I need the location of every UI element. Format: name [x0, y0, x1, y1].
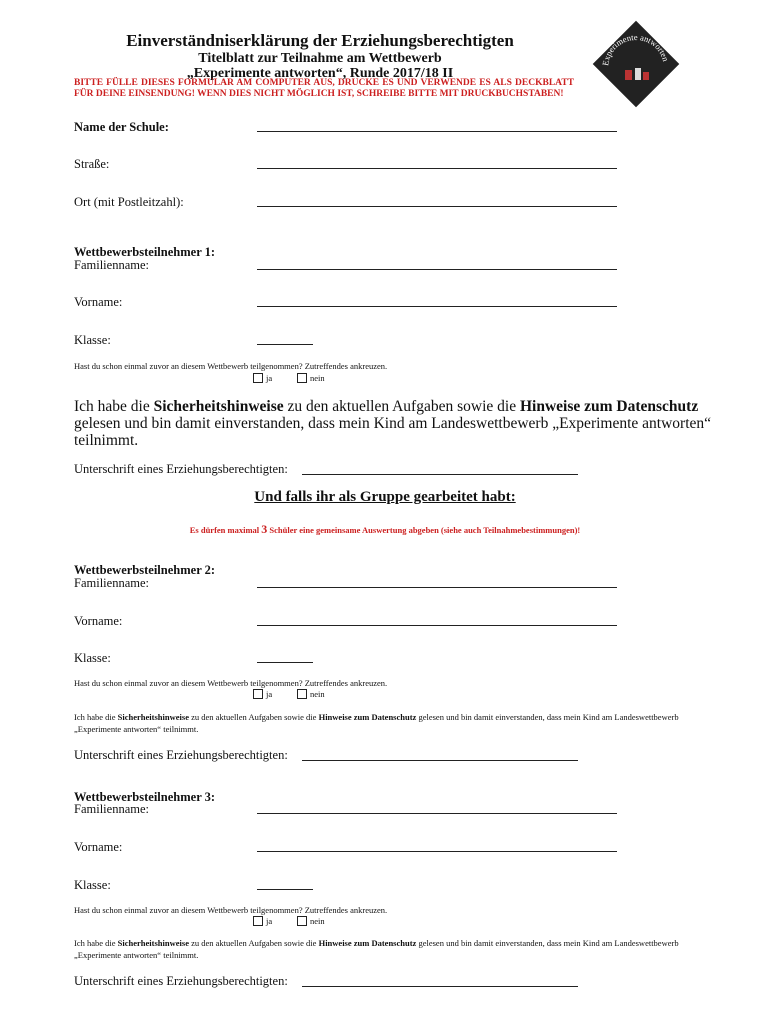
participant-2-surname-field[interactable]: [257, 587, 617, 588]
participant-2-class-label: Klasse:: [74, 651, 111, 665]
consent-text-1-line3: teilnimmt.: [74, 432, 139, 449]
participant-3-class-label: Klasse:: [74, 878, 111, 892]
participant-1-no-label: nein: [310, 373, 325, 383]
consent-text-2: Ich habe die Sicherheitshinweise zu den aktuellen Aufgaben sowie die Hinweise zum Datenschutz gelesen und bin damit einverstanden, dass mein Kind am Landeswettbewerb „Experimente antworten“ teilnimmt.: [74, 712, 679, 734]
participant-2-no-checkbox[interactable]: [297, 689, 307, 699]
participant-1-firstname-label: Vorname:: [74, 295, 123, 309]
consent-text-3: Ich habe die Sicherheitshinweise zu den aktuellen Aufgaben sowie die Hinweise zum Datenschutz gelesen und bin damit einverstanden, dass mein Kind am Landeswettbewerb „Experimente antworten“ teilnimmt.: [74, 938, 679, 960]
participant-1-firstname-field[interactable]: [257, 306, 617, 307]
participant-3-firstname-label: Vorname:: [74, 840, 123, 854]
logo-text: Experimente antworten: [600, 31, 672, 67]
participant-2-class-field[interactable]: [257, 662, 313, 663]
participant-3-heading: Wettbewerbsteilnehmer 3:: [74, 790, 216, 804]
street-field[interactable]: [257, 168, 617, 169]
consent-text-1-line2: gelesen und bin damit einverstanden, dass mein Kind am Landeswettbewerb „Experimente antworten“: [74, 415, 712, 432]
group-heading: Und falls ihr als Gruppe gearbeitet habt:: [254, 489, 516, 505]
participant-1-surname-label: Familienname:: [74, 258, 149, 272]
page-subtitle: Titelblatt zur Teilnahme am Wettbewerb: [198, 51, 442, 66]
street-label: Straße:: [74, 157, 110, 171]
participant-2-question: Hast du schon einmal zuvor an diesem Wettbewerb teilgenommen? Zutreffendes ankreuzen.: [74, 678, 388, 688]
instruction-text: BITTE FÜLLE DIESES FORMULAR AM COMPUTER AUS, DRUCKE ES UND VERWENDE ES ALS DECKBLATT FÜR DEINE EINSENDUNG! WENN DIES NICHT MÖGLICH IST, SCHREIBE BITTE MIT DRUCKBUCHSTABEN!: [74, 78, 574, 99]
participant-2-yes-checkbox[interactable]: [253, 689, 263, 699]
signature-label-2: Unterschrift eines Erziehungsberechtigten:: [74, 748, 288, 762]
city-field[interactable]: [257, 206, 617, 207]
participant-3-yes-label: ja: [266, 916, 273, 926]
participant-2-no-label: nein: [310, 689, 325, 699]
participant-2-yes-label: ja: [266, 689, 273, 699]
city-label: Ort (mit Postleitzahl):: [74, 195, 184, 209]
participant-1-no-checkbox[interactable]: [297, 373, 307, 383]
participant-2-surname-label: Familienname:: [74, 576, 149, 590]
participant-3-question: Hast du schon einmal zuvor an diesem Wettbewerb teilgenommen? Zutreffendes ankreuzen.: [74, 905, 388, 915]
participant-2-firstname-field[interactable]: [257, 625, 617, 626]
competition-logo: [590, 18, 682, 110]
competition-round: „Experimente antworten“, Runde 2017/18 II: [186, 66, 454, 81]
signature-field-3[interactable]: [302, 986, 578, 987]
participant-2-heading: Wettbewerbsteilnehmer 2:: [74, 563, 216, 577]
participant-3-surname-label: Familienname:: [74, 802, 149, 816]
group-note: Es dürfen maximal 3 Schüler eine gemeinsame Auswertung abgeben (siehe auch Teilnahmebestimmungen)!: [189, 522, 581, 536]
participant-3-surname-field[interactable]: [257, 813, 617, 814]
participant-3-class-field[interactable]: [257, 889, 313, 890]
participant-2-firstname-label: Vorname:: [74, 614, 123, 628]
signature-field-2[interactable]: [302, 760, 578, 761]
school-name-field[interactable]: [257, 131, 617, 132]
participant-1-class-label: Klasse:: [74, 333, 111, 347]
consent-text-1: Ich habe die Sicherheitshinweise zu den aktuellen Aufgaben sowie die Hinweise zum Datenschutz: [74, 398, 699, 415]
participant-3-firstname-field[interactable]: [257, 851, 617, 852]
participant-1-class-field[interactable]: [257, 344, 313, 345]
participant-1-question: Hast du schon einmal zuvor an diesem Wettbewerb teilgenommen? Zutreffendes ankreuzen.: [74, 361, 388, 371]
school-name-label: Name der Schule:: [74, 120, 169, 134]
participant-3-yes-checkbox[interactable]: [253, 916, 263, 926]
participant-1-yes-label: ja: [266, 373, 273, 383]
participant-1-surname-field[interactable]: [257, 269, 617, 270]
participant-3-no-label: nein: [310, 916, 325, 926]
signature-label-1: Unterschrift eines Erziehungsberechtigten:: [74, 462, 288, 476]
participant-1-yes-checkbox[interactable]: [253, 373, 263, 383]
signature-field-1[interactable]: [302, 474, 578, 475]
participant-1-heading: Wettbewerbsteilnehmer 1:: [74, 245, 216, 259]
participant-3-no-checkbox[interactable]: [297, 916, 307, 926]
page-title: Einverständniserklärung der Erziehungsberechtigten: [126, 31, 514, 50]
signature-label-3: Unterschrift eines Erziehungsberechtigten:: [74, 974, 288, 988]
